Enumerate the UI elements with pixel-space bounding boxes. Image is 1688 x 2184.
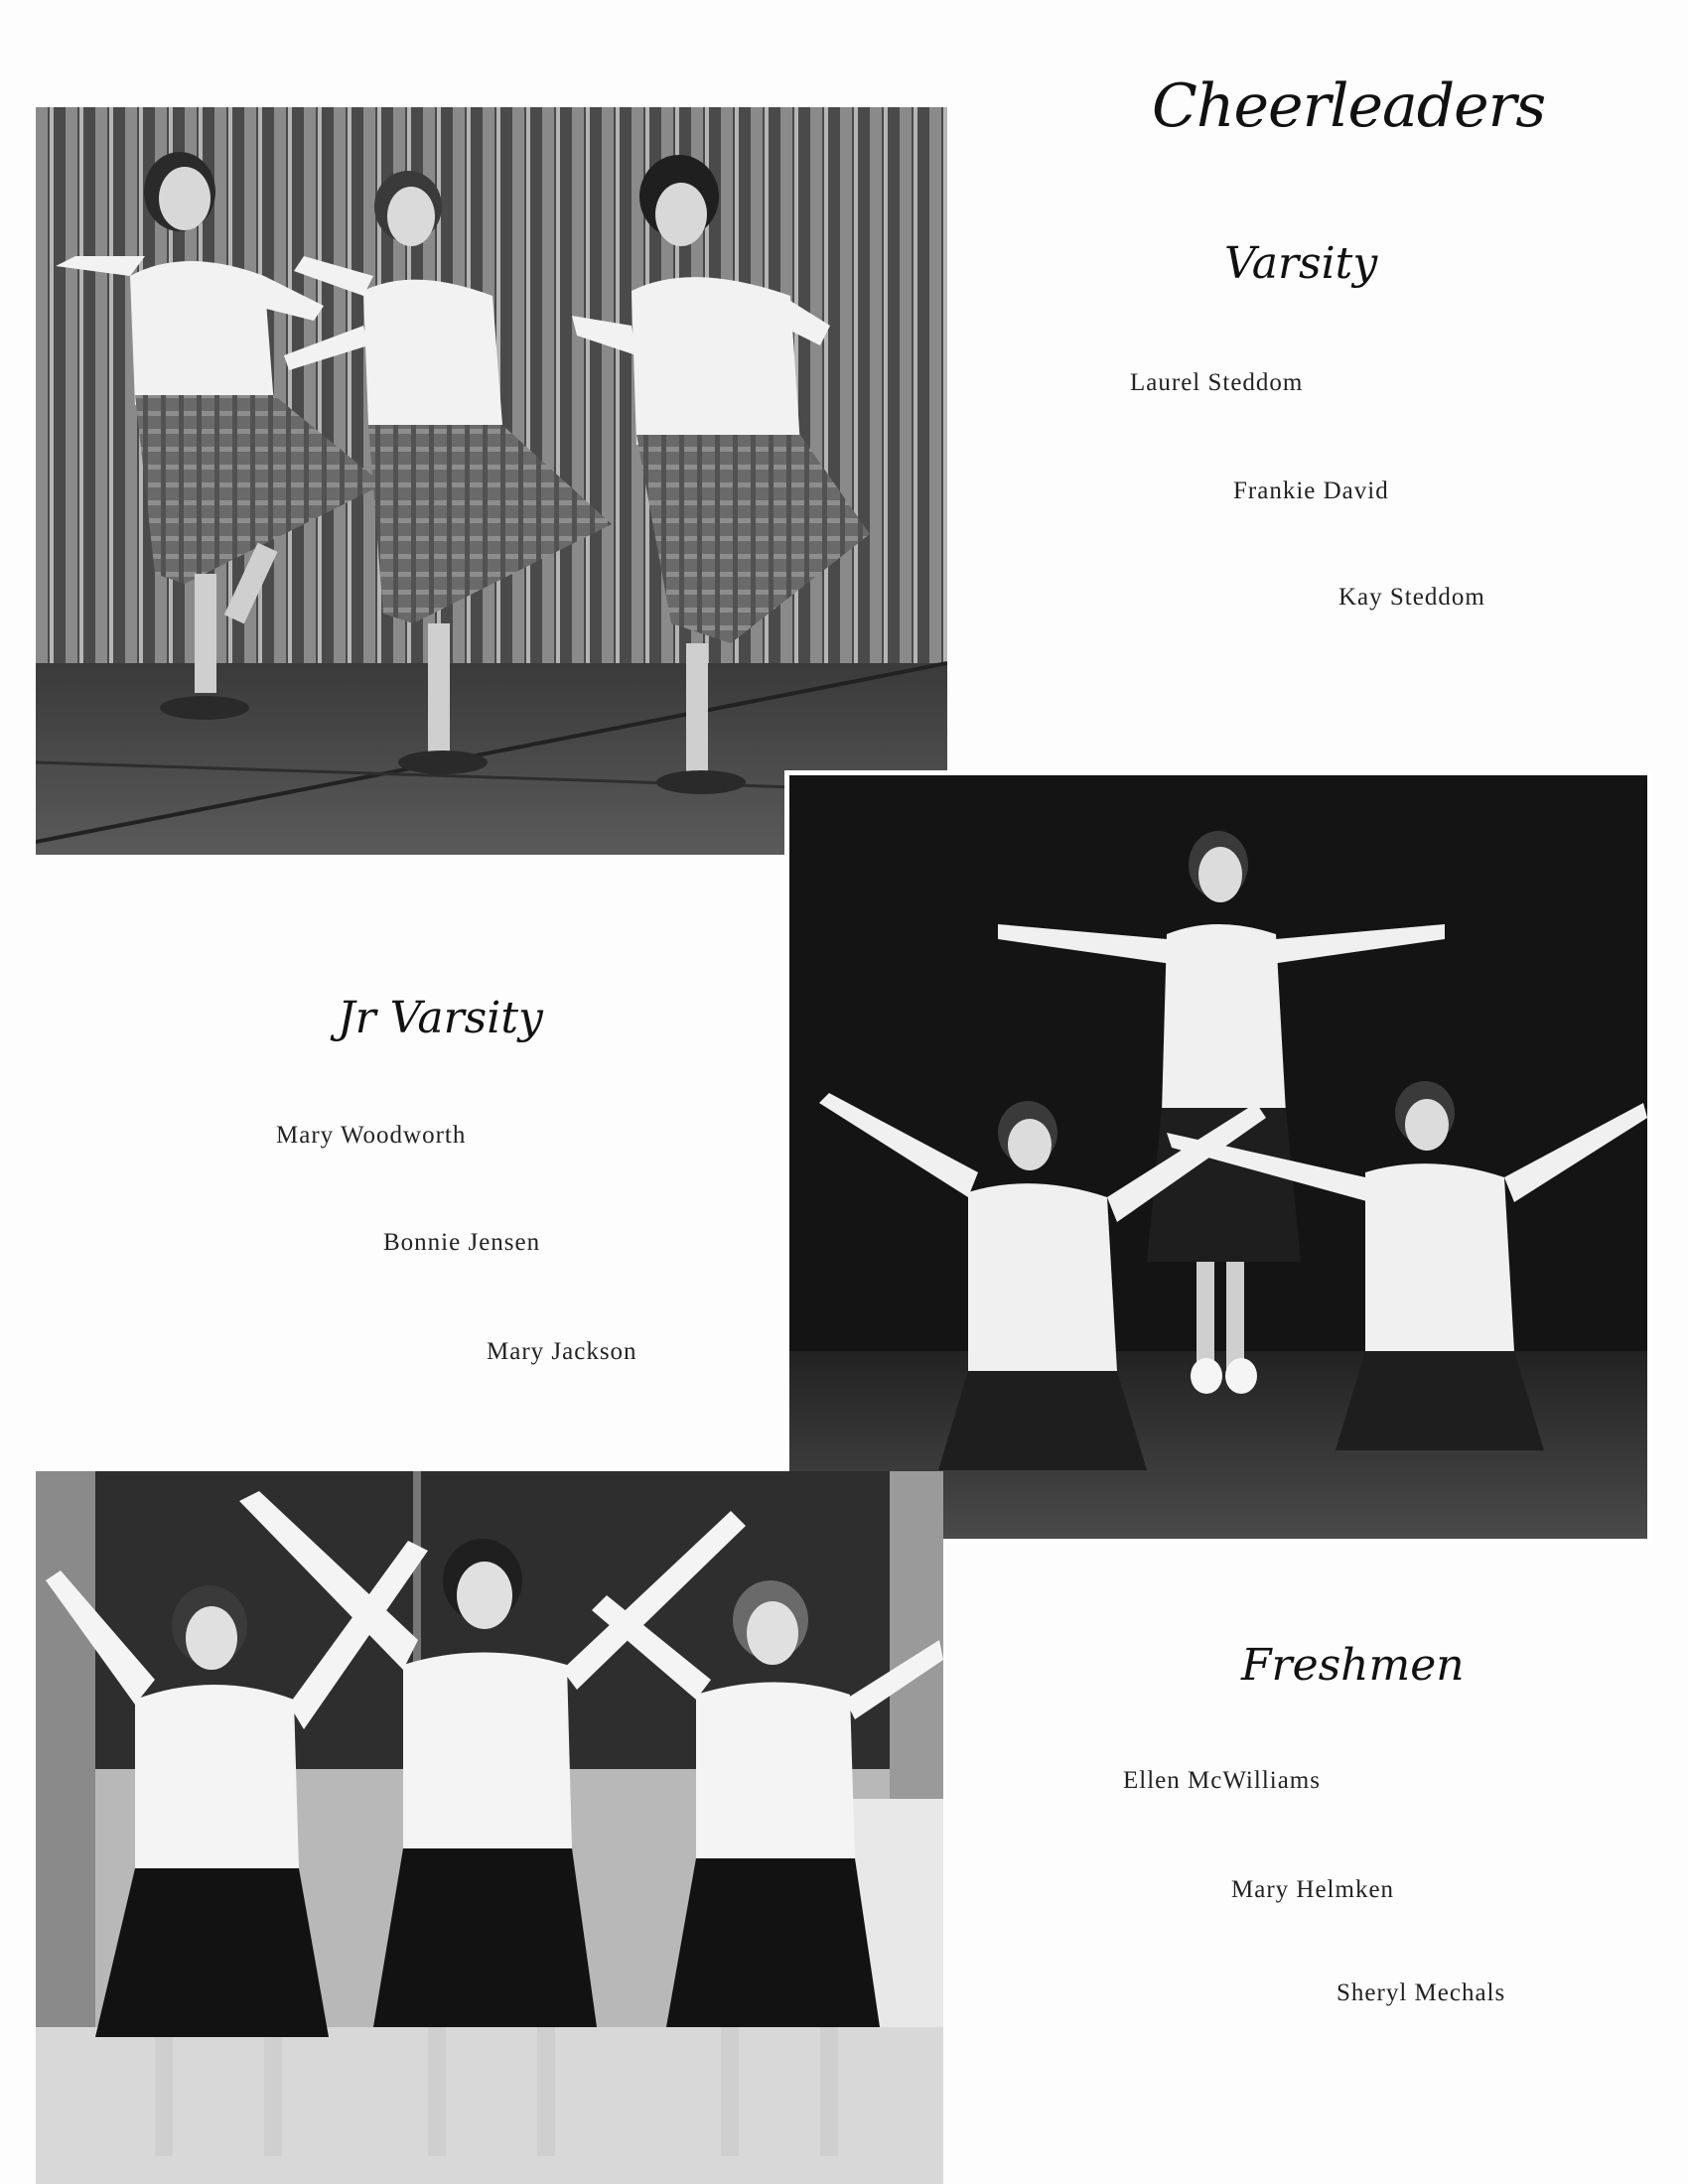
freshmen-name-3: Sheryl Mechals	[1336, 1979, 1506, 2006]
freshmen-name-2: Mary Helmken	[1231, 1876, 1395, 1903]
varsity-name-1: Laurel Steddom	[1130, 369, 1304, 396]
page-title: Cheerleaders	[1152, 71, 1546, 141]
freshmen-photo	[36, 1471, 943, 2184]
varsity-photo	[36, 107, 947, 855]
jr-varsity-photo-image	[789, 775, 1647, 1539]
freshmen-photo-image	[36, 1471, 943, 2184]
jr-varsity-photo	[784, 770, 1652, 1544]
jr-varsity-heading: Jr Varsity	[338, 993, 543, 1043]
jr-varsity-name-2: Bonnie Jensen	[383, 1229, 541, 1256]
jr-varsity-name-1: Mary Woodworth	[276, 1122, 467, 1149]
varsity-name-3: Kay Steddom	[1338, 584, 1485, 611]
varsity-photo-image	[36, 107, 947, 855]
freshmen-heading: Freshmen	[1241, 1640, 1465, 1691]
varsity-name-2: Frankie David	[1233, 478, 1389, 504]
jr-varsity-name-3: Mary Jackson	[487, 1338, 637, 1365]
varsity-heading: Varsity	[1224, 238, 1378, 289]
freshmen-name-1: Ellen McWilliams	[1123, 1767, 1321, 1794]
